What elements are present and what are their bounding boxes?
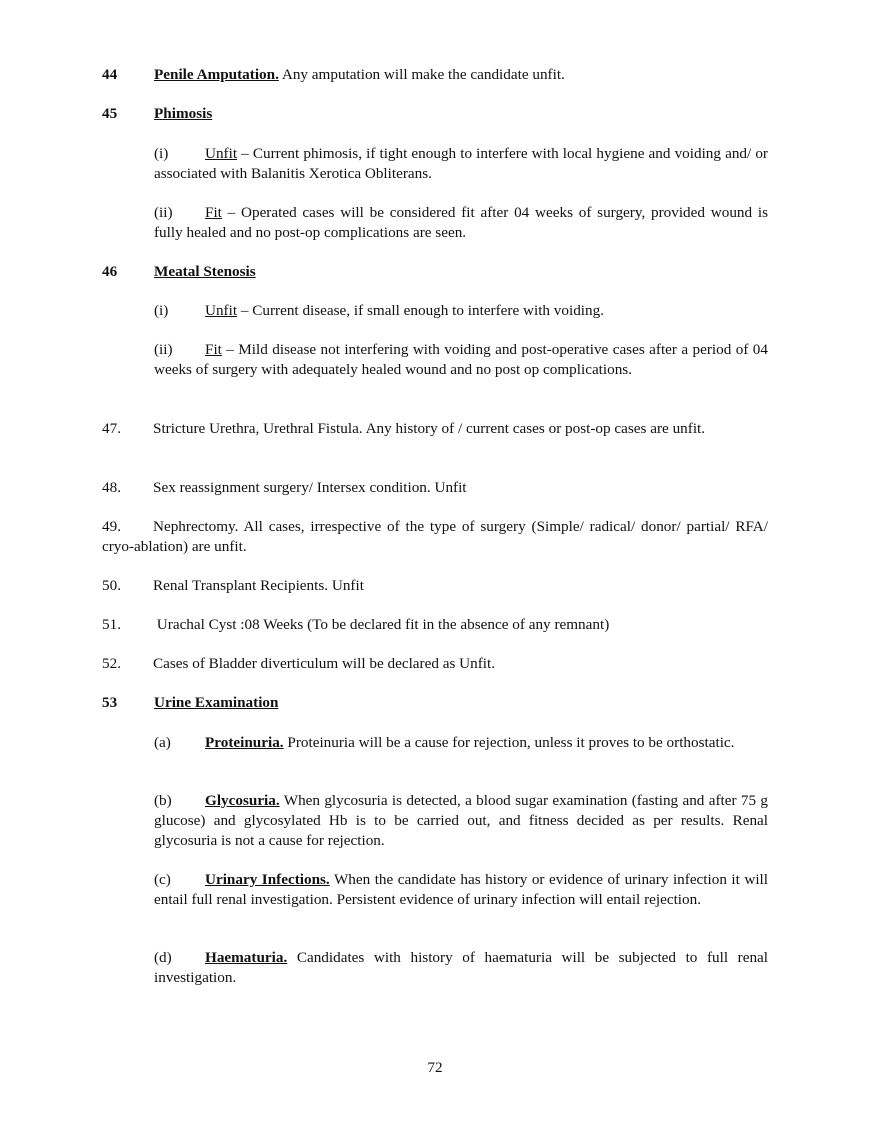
item-46-sub-i-label: (i) (154, 302, 169, 319)
item-44-line (154, 65, 565, 85)
item-52-number: 52. (102, 655, 121, 672)
item-45-sub-i-key: Unfit (205, 145, 238, 162)
item-45-heading (154, 104, 212, 124)
item-53-sub-d-label: (d) (154, 949, 172, 966)
item-51-number: 51. (102, 616, 121, 633)
item-53-sub-c (154, 870, 768, 910)
item-53-sub-c-key: Urinary Infections. (205, 871, 330, 888)
item-53-sub-c-text: When the candidate has history or evidence of urinary infection it will entail full renal investigation. Persistent evidence of urinary infection will entail rejection. (154, 871, 768, 908)
item-53-sub-b-text: When glycosuria is detected, a blood sugar examination (fasting and after 75 g glucose) and glycosylated Hb is to be carried out, and fitness decided as per results. Renal glycosuria is not a cause for rejection. (154, 792, 768, 849)
item-53-sub-d (154, 948, 768, 988)
item-47-number: 47. (102, 420, 121, 437)
item-45-sub-ii-label: (ii) (154, 204, 173, 221)
item-45-sub-ii-text: – Operated cases will be considered fit after 04 weeks of surgery, provided wound is fully healed and no post-op complications are seen. (154, 204, 768, 241)
item-53-sub-c-label: (c) (154, 871, 171, 888)
item-53-title: Urine Examination (154, 694, 279, 711)
item-52 (102, 654, 768, 674)
item-49-text: Nephrectomy. All cases, irrespective of the type of surgery (Simple/ radical/ donor/ partial/ RFA/ cryo-ablation) are unfit. (102, 518, 768, 555)
item-47 (102, 419, 768, 439)
item-49 (102, 517, 768, 557)
item-46-title: Meatal Stenosis (154, 263, 256, 280)
item-53-sub-d-key: Haematuria. (205, 949, 288, 966)
item-48 (102, 478, 768, 498)
item-50-text: Renal Transplant Recipients. Unfit (153, 577, 364, 594)
item-53-sub-b-label: (b) (154, 792, 172, 809)
item-46-sub-i-text: – Current disease, if small enough to interfere with voiding. (237, 302, 605, 319)
item-48-number: 48. (102, 479, 121, 496)
item-50-number: 50. (102, 577, 121, 594)
item-53-sub-b-key: Glycosuria. (205, 792, 280, 809)
item-53-sub-a-key: Proteinuria. (205, 734, 284, 751)
item-51-text: Urachal Cyst :08 Weeks (To be declared fit in the absence of any remnant) (153, 616, 610, 633)
item-45-title: Phimosis (154, 105, 213, 122)
item-52-text: Cases of Bladder diverticulum will be declared as Unfit. (153, 655, 496, 672)
item-46-sub-ii-text: – Mild disease not interfering with voiding and post-operative cases after a period of 04 weeks of surgery with adequately healed wound and no post op complications. (154, 341, 768, 378)
item-48-text: Sex reassignment surgery/ Intersex condition. Unfit (153, 479, 467, 496)
item-45-sub-i (154, 144, 768, 184)
item-51 (102, 615, 768, 635)
item-46-sub-ii (154, 340, 768, 380)
item-53-sub-b (154, 791, 768, 851)
item-45-sub-ii-key: Fit (205, 204, 222, 221)
item-53-sub-d-text: Candidates with history of haematuria will be subjected to full renal investigation. (154, 949, 768, 986)
item-47-text: Stricture Urethra, Urethral Fistula. Any history of / current cases or post-op cases are unfit. (153, 420, 706, 437)
item-53-number: 53 (102, 694, 118, 711)
item-46-sub-ii-label: (ii) (154, 341, 173, 358)
item-53-heading (154, 693, 278, 713)
item-46-sub-i-key: Unfit (205, 302, 238, 319)
item-45-sub-i-text: – Current phimosis, if tight enough to interfere with local hygiene and voiding and/ or associated with Balanitis Xerotica Obliterans. (154, 145, 768, 182)
item-44-title: Penile Amputation. (154, 66, 279, 83)
item-53-sub-a-label: (a) (154, 734, 171, 751)
item-45-sub-i-label: (i) (154, 145, 169, 162)
page-number: 72 (427, 1059, 443, 1076)
item-46-number: 46 (102, 263, 118, 280)
item-44-number: 44 (102, 66, 118, 83)
item-46-heading (154, 262, 256, 282)
item-45-sub-ii (154, 203, 768, 243)
item-46-sub-ii-key: Fit (205, 341, 222, 358)
item-53-sub-a-text: Proteinuria will be a cause for rejection, unless it proves to be orthostatic. (283, 734, 735, 751)
item-53-sub-a (154, 733, 768, 753)
item-49-number: 49. (102, 518, 121, 535)
item-46-sub-i (154, 301, 768, 321)
item-50 (102, 576, 768, 596)
item-44-text: Any amputation will make the candidate unfit. (278, 66, 565, 83)
item-45-number: 45 (102, 105, 118, 122)
